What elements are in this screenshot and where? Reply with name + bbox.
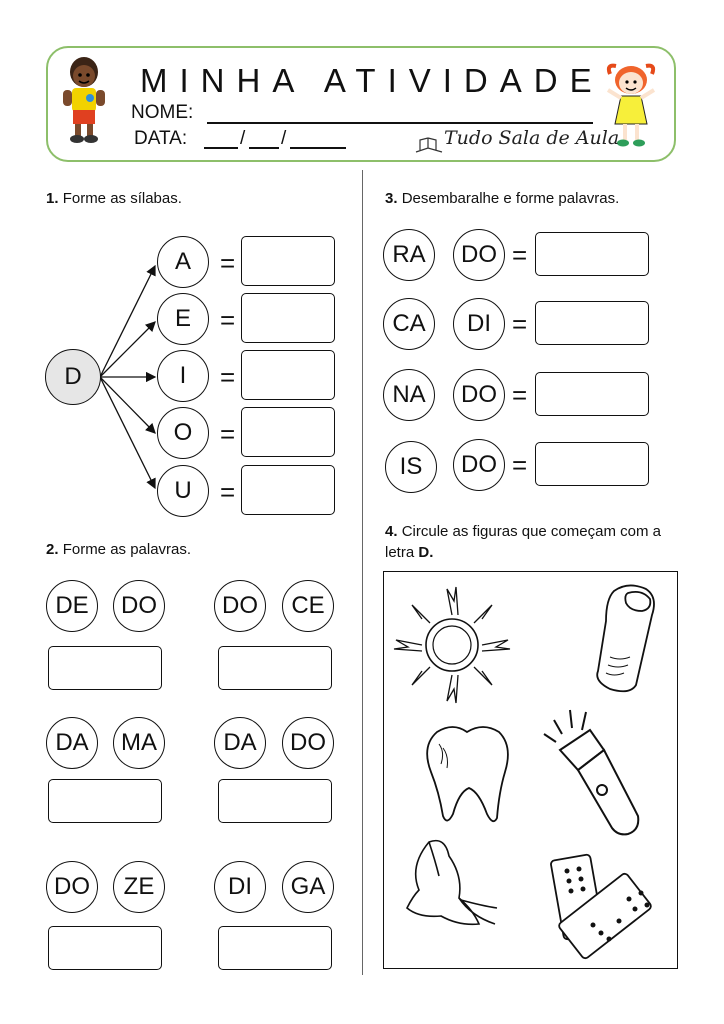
- syllable-circle: DO: [453, 439, 505, 491]
- vowel-circle: A: [157, 236, 209, 288]
- unscramble-answer-box[interactable]: [535, 301, 649, 345]
- syllable-answer-box[interactable]: [241, 293, 335, 343]
- tooth-icon[interactable]: [419, 722, 515, 828]
- question-4-title: 4. Circule as figuras que começam com a letra D.: [385, 523, 661, 561]
- syllable-circle: MA: [113, 717, 165, 769]
- syllable-circle: IS: [385, 441, 437, 493]
- syllable-circle: DO: [453, 229, 505, 281]
- vowel-circle: I: [157, 350, 209, 402]
- syllable-circle: CA: [383, 298, 435, 350]
- syllable-answer-box[interactable]: [241, 407, 335, 457]
- vowel-circle: U: [157, 465, 209, 517]
- syllable-circle: DA: [46, 717, 98, 769]
- syllable-answer-box[interactable]: [241, 465, 335, 515]
- vowel-circle: O: [157, 407, 209, 459]
- date-separator: /: [281, 128, 287, 149]
- syllable-circle: DO: [113, 580, 165, 632]
- word-answer-box[interactable]: [218, 926, 332, 970]
- syllable-circle: CE: [282, 580, 334, 632]
- word-answer-box[interactable]: [218, 779, 332, 823]
- syllable-circle: DO: [46, 861, 98, 913]
- date-label: DATA:: [134, 128, 188, 149]
- vowel-circle: E: [157, 293, 209, 345]
- unscramble-answer-box[interactable]: [535, 442, 649, 486]
- dominoes-icon[interactable]: [553, 847, 669, 951]
- syllable-circle: DE: [46, 580, 98, 632]
- equals-sign: =: [220, 419, 236, 449]
- equals-sign: =: [220, 362, 236, 392]
- question-3-title: 3. Desembaralhe e forme palavras.: [385, 190, 620, 207]
- word-answer-box[interactable]: [48, 926, 162, 970]
- equals-sign: =: [220, 248, 236, 278]
- unscramble-answer-box[interactable]: [535, 232, 649, 276]
- syllable-circle: DI: [214, 861, 266, 913]
- sun-icon[interactable]: [392, 585, 514, 705]
- syllable-circle: DO: [453, 369, 505, 421]
- question-1-title: 1. Forme as sílabas.: [46, 190, 182, 207]
- syllable-circle: ZE: [113, 861, 165, 913]
- question-2-title: 2. Forme as palavras.: [46, 541, 192, 558]
- syllable-circle: DO: [282, 717, 334, 769]
- word-answer-box[interactable]: [48, 646, 162, 690]
- equals-sign: =: [512, 450, 528, 480]
- syllable-circle: DA: [214, 717, 266, 769]
- handkerchief-icon[interactable]: [399, 836, 503, 940]
- equals-sign: =: [220, 305, 236, 335]
- date-separator: /: [240, 128, 246, 149]
- word-answer-box[interactable]: [218, 646, 332, 690]
- syllable-circle: DO: [214, 580, 266, 632]
- syllable-circle: NA: [383, 369, 435, 421]
- syllable-answer-box[interactable]: [241, 350, 335, 400]
- equals-sign: =: [512, 240, 528, 270]
- brand-logo: Tudo Sala de Aula: [444, 127, 620, 149]
- page-title: MINHA ATIVIDADE: [140, 62, 604, 99]
- consonant-circle: D: [45, 349, 101, 405]
- equals-sign: =: [512, 380, 528, 410]
- syllable-circle: GA: [282, 861, 334, 913]
- equals-sign: =: [220, 477, 236, 507]
- name-label: NOME:: [131, 102, 194, 123]
- syllable-answer-box[interactable]: [241, 236, 335, 286]
- finger-icon[interactable]: [584, 581, 664, 697]
- word-answer-box[interactable]: [48, 779, 162, 823]
- syllable-circle: DI: [453, 298, 505, 350]
- flashlight-icon[interactable]: [540, 706, 650, 842]
- syllable-circle: RA: [383, 229, 435, 281]
- unscramble-answer-box[interactable]: [535, 372, 649, 416]
- equals-sign: =: [512, 309, 528, 339]
